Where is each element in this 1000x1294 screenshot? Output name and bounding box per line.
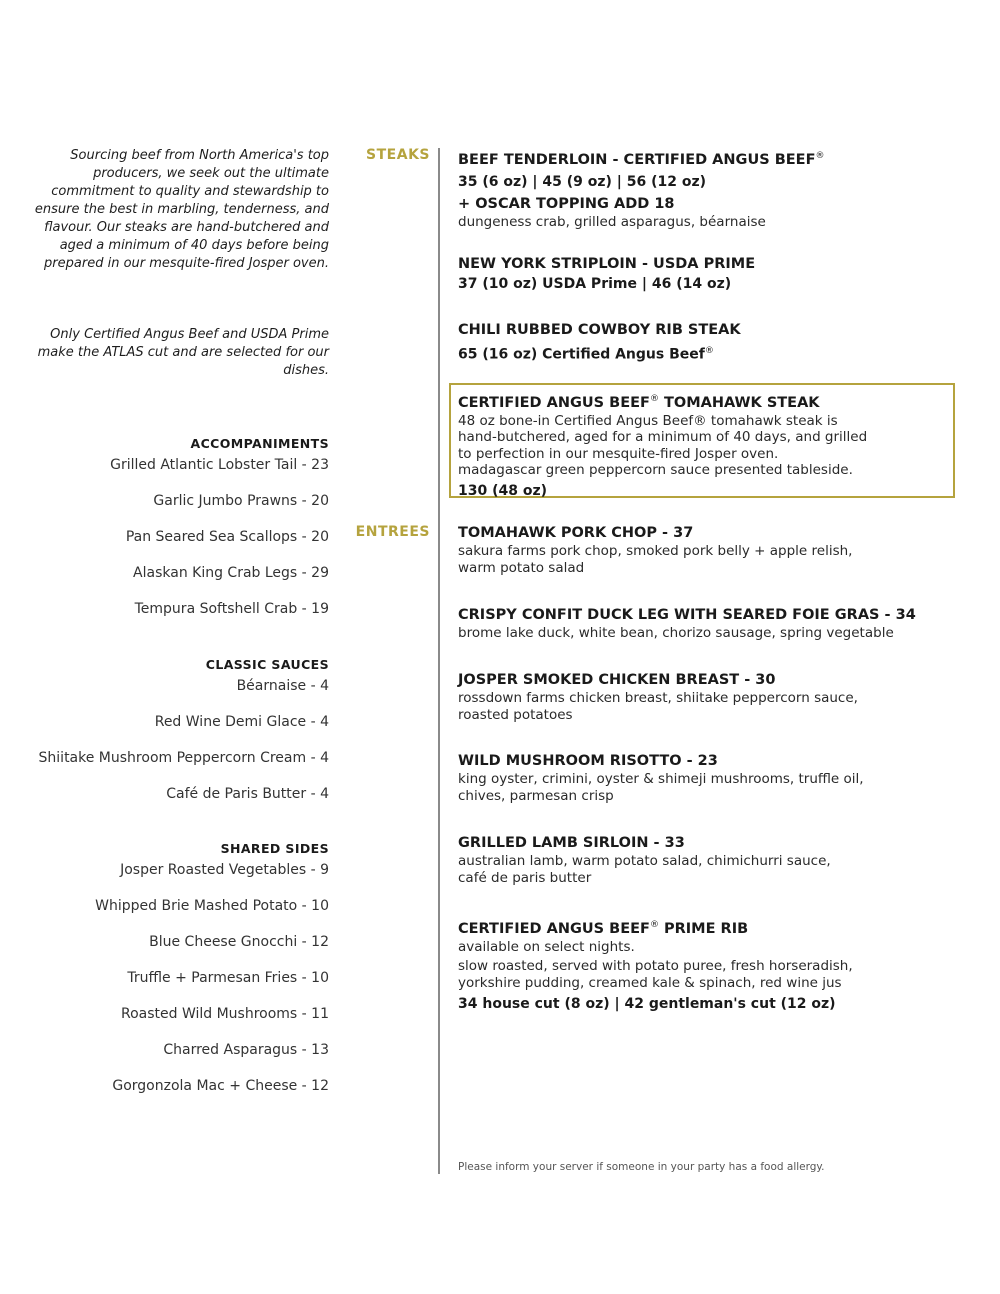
- dish-description: australian lamb, warm potato salad, chimichurri sauce, café de paris butter: [458, 853, 831, 886]
- dish-title: TOMAHAWK PORK CHOP - 37: [458, 525, 694, 541]
- dish-title: CERTIFIED ANGUS BEEF® PRIME RIB: [458, 920, 749, 937]
- side-item: Roasted Wild Mushrooms - 11: [120, 1006, 329, 1022]
- dish-title: WILD MUSHROOM RISOTTO - 23: [458, 753, 718, 769]
- column-divider: [438, 148, 440, 1174]
- dish-description: brome lake duck, white bean, chorizo sausage, spring vegetable: [458, 625, 894, 641]
- sauces-heading: CLASSIC SAUCES: [205, 657, 329, 672]
- dish-pork-chop: [458, 524, 948, 576]
- sauce-item: Shiitake Mushroom Peppercorn Cream - 4: [38, 750, 329, 766]
- sides-heading: SHARED SIDES: [220, 841, 329, 856]
- sauce-item: Red Wine Demi Glace - 4: [154, 714, 329, 730]
- dish-availability: available on select nights.: [458, 938, 635, 955]
- side-item: Josper Roasted Vegetables - 9: [120, 862, 329, 878]
- sauce-item: Béarnaise - 4: [236, 678, 329, 694]
- dish-cowboy-rib-steak: [458, 321, 948, 365]
- dish-lamb-sirloin: [458, 834, 948, 886]
- side-item: Truffle + Parmesan Fries - 10: [127, 970, 329, 986]
- dish-description: slow roasted, served with potato puree, fresh horseradish, yorkshire pudding, creamed kale & spinach, red wine jus: [458, 958, 853, 991]
- dish-price: 35 (6 oz) | 45 (9 oz) | 56 (12 oz): [458, 173, 707, 190]
- oscar-topping-addon: + OSCAR TOPPING ADD 18: [458, 195, 675, 212]
- dish-title: CHILI RUBBED COWBOY RIB STEAK: [458, 322, 741, 338]
- dish-ny-striploin: [458, 255, 948, 294]
- side-item: Charred Asparagus - 13: [163, 1042, 329, 1058]
- accompaniment-item: Garlic Jumbo Prawns - 20: [153, 493, 329, 509]
- oscar-topping-description: dungeness crab, grilled asparagus, béarnaise: [458, 213, 766, 230]
- accompaniment-item: Alaskan King Crab Legs - 29: [133, 565, 329, 581]
- dish-tomahawk-steak: [458, 390, 948, 501]
- accompaniments-heading: ACCOMPANIMENTS: [190, 436, 329, 451]
- dish-duck-leg: [458, 606, 948, 642]
- dish-price: 130 (48 oz): [458, 482, 548, 499]
- steaks-section-label: STEAKS: [366, 147, 430, 163]
- sauce-item: Café de Paris Butter - 4: [166, 786, 329, 802]
- dish-price: 37 (10 oz) USDA Prime | 46 (14 oz): [458, 276, 732, 292]
- accompaniment-item: Grilled Atlantic Lobster Tail - 23: [110, 457, 329, 473]
- dish-mushroom-risotto: [458, 752, 948, 804]
- dish-beef-tenderloin: [458, 147, 948, 230]
- side-item: Whipped Brie Mashed Potato - 10: [95, 898, 329, 914]
- intro-cut-text: Only Certified Angus Beef and USDA Prime make the ATLAS cut and are selected for our dishes.: [37, 327, 329, 378]
- intro-sourcing-text: Sourcing beef from North America's top producers, we seek out the ultimate commitment to quality and stewardship to ensure the best in marbling, tenderness, and flavour. Our steaks are hand-butchered and aged a minimum of 40 days before being prepared in our mesquite-fired Josper oven.: [34, 148, 329, 271]
- accompaniment-item: Tempura Softshell Crab - 19: [134, 601, 329, 617]
- dish-description: sakura farms pork chop, smoked pork belly + apple relish, warm potato salad: [458, 543, 853, 576]
- entrees-section-label: ENTREES: [355, 524, 430, 540]
- dish-price: 65 (16 oz) Certified Angus Beef®: [458, 346, 714, 363]
- allergy-notice: Please inform your server if someone in your party has a food allergy.: [458, 1161, 825, 1173]
- dish-title: CERTIFIED ANGUS BEEF® TOMAHAWK STEAK: [458, 394, 820, 411]
- dish-title: NEW YORK STRIPLOIN - USDA PRIME: [458, 256, 756, 272]
- dish-description: 48 oz bone-in Certified Angus Beef® tomahawk steak is hand-butchered, aged for a minimum of 40 days, and grilled to perfection in our mesquite-fired Josper oven. madagascar green peppercorn sauce presented tableside.: [458, 412, 868, 479]
- dish-price: 34 house cut (8 oz) | 42 gentleman's cut (12 oz): [458, 996, 836, 1013]
- dish-chicken-breast: [458, 671, 948, 723]
- dish-title: CRISPY CONFIT DUCK LEG WITH SEARED FOIE GRAS - 34: [458, 607, 916, 623]
- side-item: Gorgonzola Mac + Cheese - 12: [112, 1078, 329, 1094]
- side-item: Blue Cheese Gnocchi - 12: [149, 934, 329, 950]
- dish-title: GRILLED LAMB SIRLOIN - 33: [458, 835, 685, 851]
- dish-title: BEEF TENDERLOIN - CERTIFIED ANGUS BEEF®: [458, 151, 825, 168]
- dish-description: king oyster, crimini, oyster & shimeji mushrooms, truffle oil, chives, parmesan crisp: [458, 771, 864, 804]
- dish-description: rossdown farms chicken breast, shiitake peppercorn sauce, roasted potatoes: [458, 690, 858, 723]
- dish-title: JOSPER SMOKED CHICKEN BREAST - 30: [458, 672, 776, 688]
- dish-prime-rib: [458, 916, 948, 1014]
- accompaniment-item: Pan Seared Sea Scallops - 20: [125, 529, 329, 545]
